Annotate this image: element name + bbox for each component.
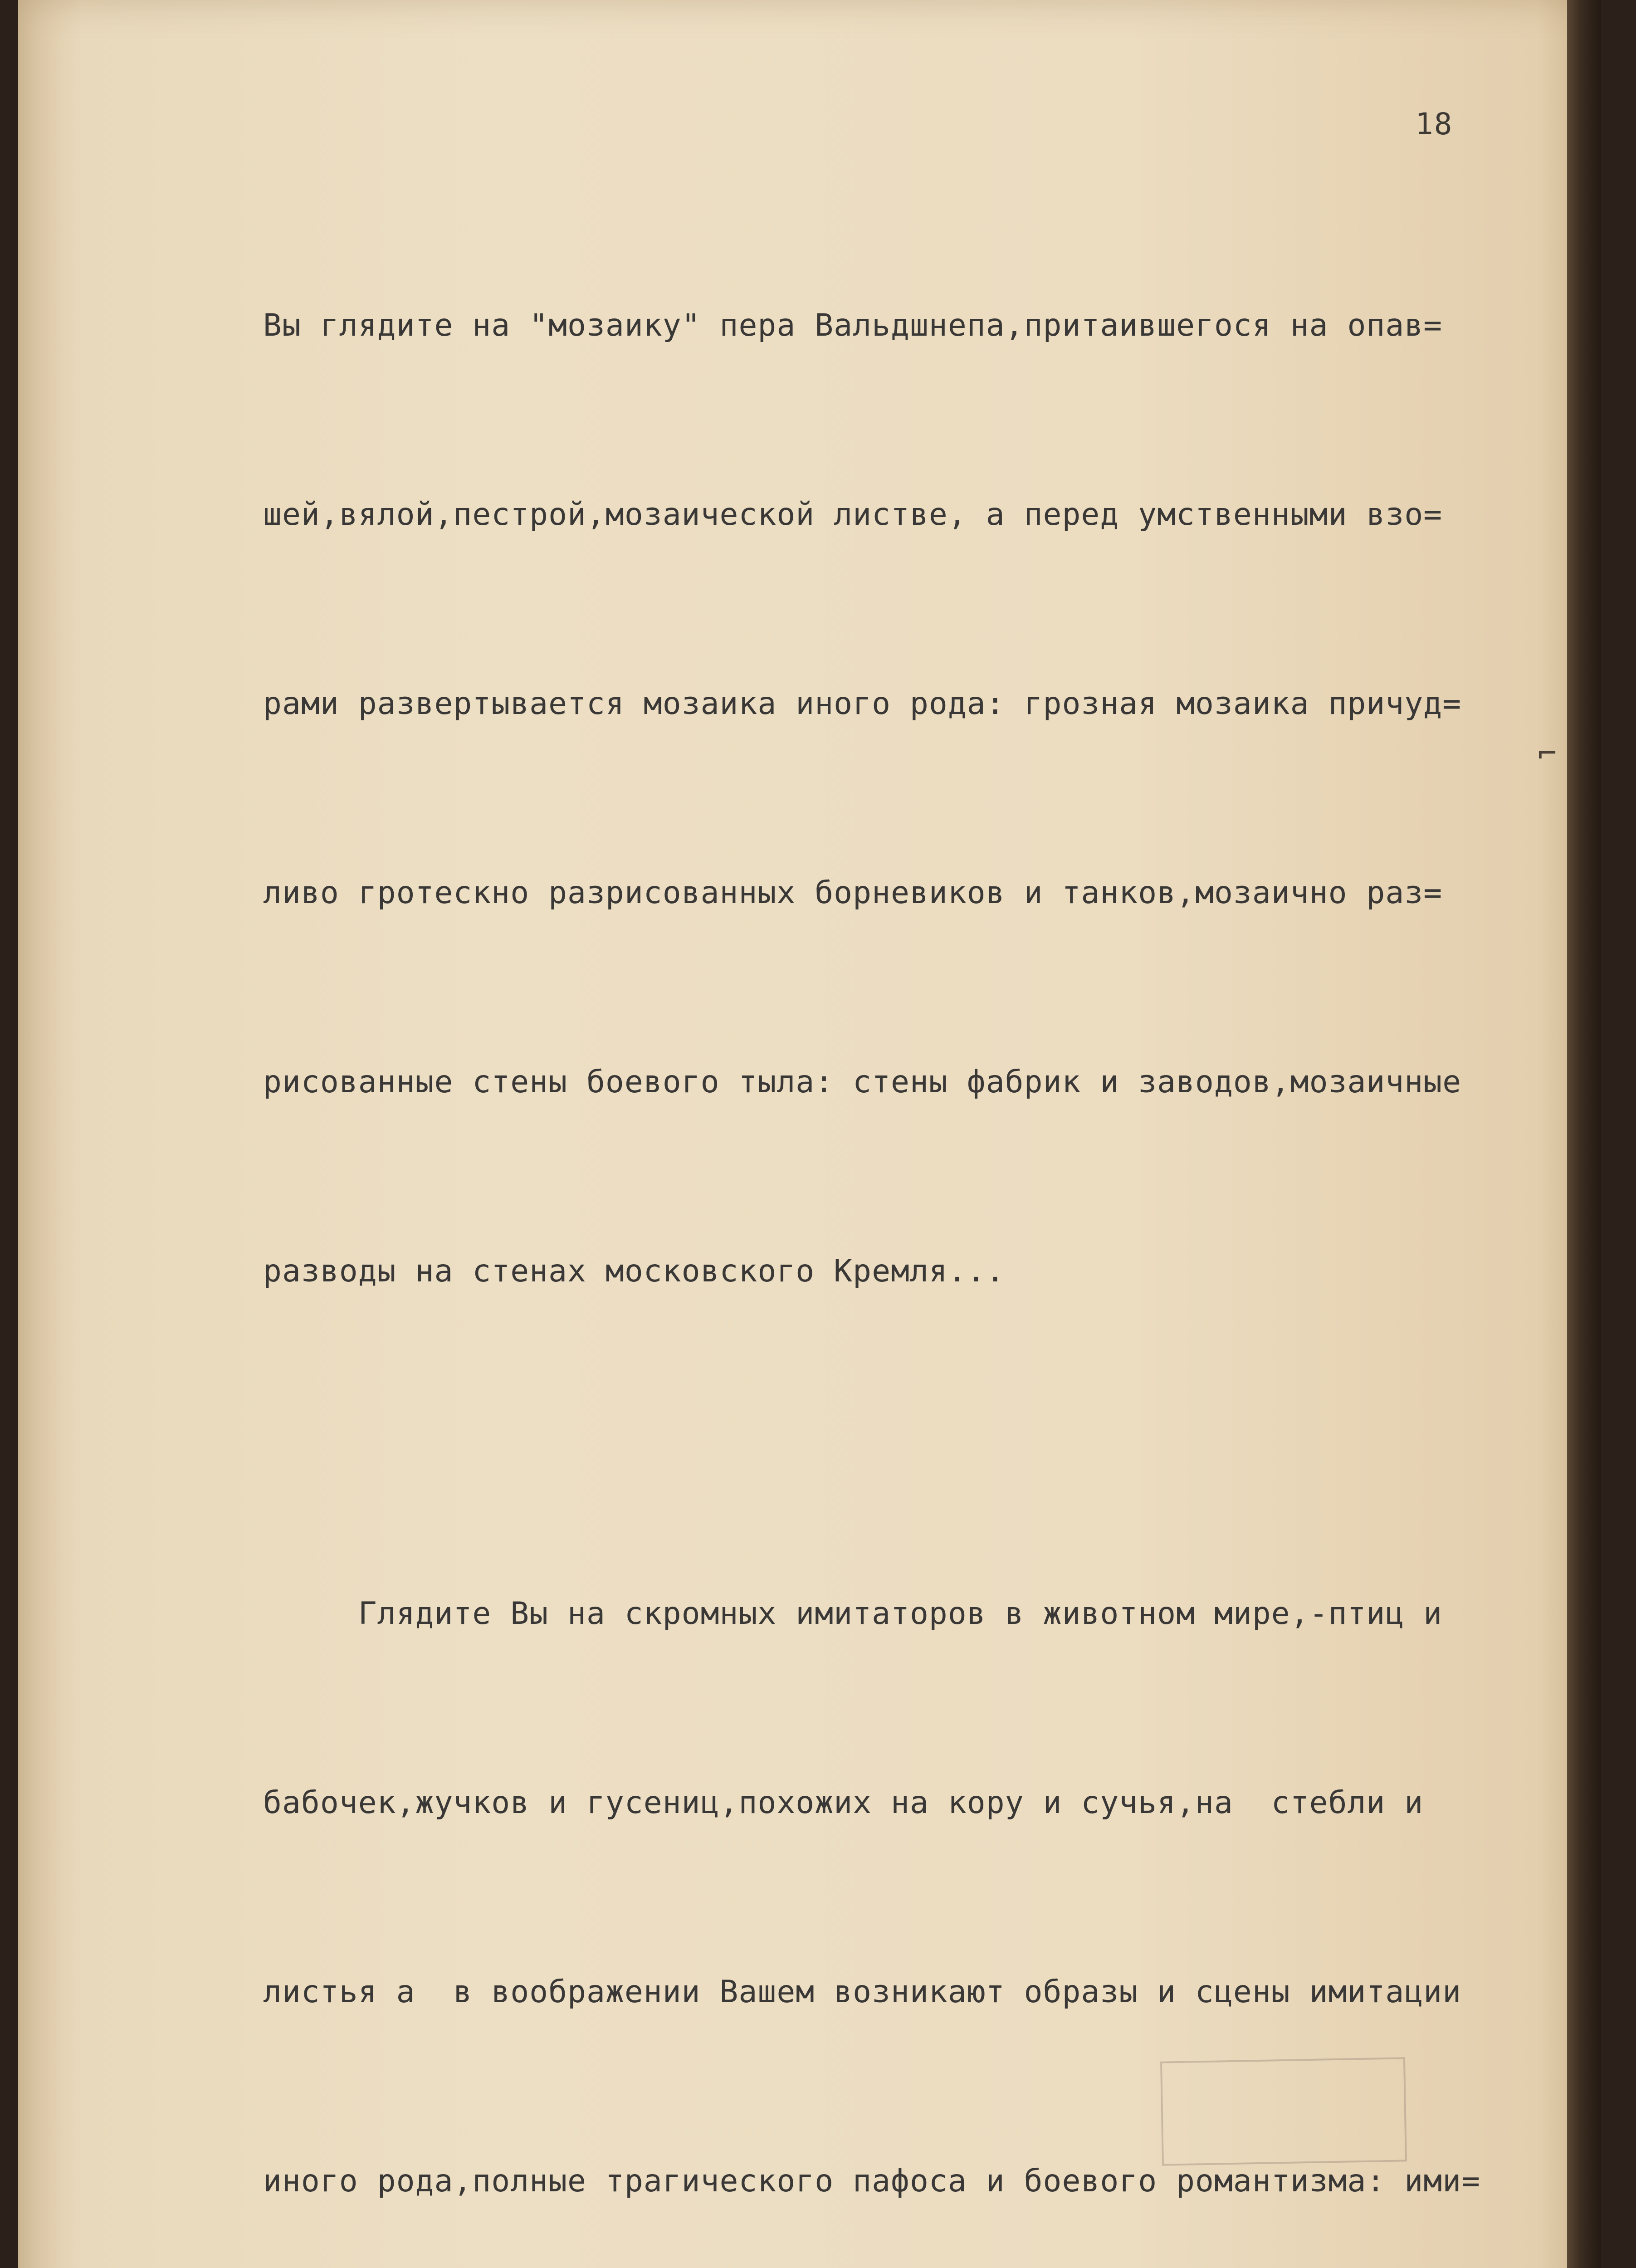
paragraph-gap	[263, 1429, 1578, 1456]
text-line: рами развертывается мозаика иного рода: грозная мозаика причуд=	[263, 686, 1462, 722]
text-line: разводы на стенах московского Кремля...	[263, 1253, 1005, 1289]
margin-pencil-mark: ⌐	[1538, 735, 1557, 772]
typewritten-text	[263, 168, 1578, 2268]
text-line: иного рода,полные трагического пафоса и боевого романтизма: ими=	[263, 2163, 1481, 2199]
document-page	[18, 0, 1601, 2268]
text-line: Глядите Вы на скромных имитаторов в животном мире,-птиц и	[263, 1596, 1443, 1632]
text-line: бабочек,жучков и гусениц,похожих на кору и сучья,на стебли и	[263, 1785, 1424, 1821]
text-line: шей,вялой,пестрой,мозаической листве, а перед умственными взо=	[263, 497, 1443, 533]
page-number: 18	[1415, 107, 1453, 142]
text-line: рисованные стены боевого тыла: стены фабрик и заводов,мозаичные	[263, 1064, 1462, 1100]
text-line: ливо гротескно разрисованных борневиков и танков,мозаично раз=	[263, 875, 1443, 911]
text-line: листья а в воображении Вашем возникают образы и сцены имитации	[263, 1974, 1462, 2010]
text-line: Вы глядите на "мозаику" пера Вальдшнепа,притаившегося на опав=	[263, 308, 1443, 343]
archive-stamp	[1160, 2057, 1407, 2165]
